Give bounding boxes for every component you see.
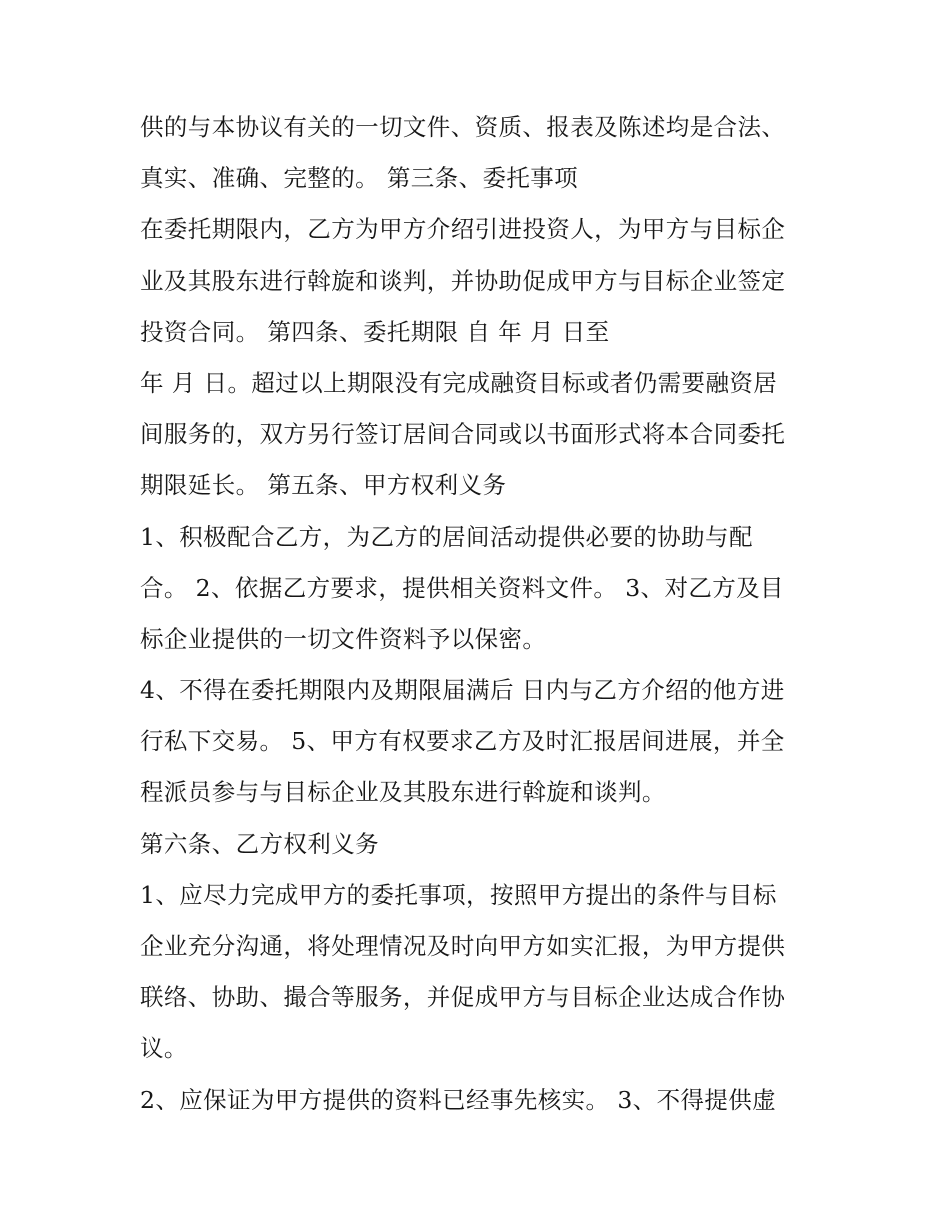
text-line: 1、积极配合乙方，为乙方的居间活动提供必要的协助与配 (140, 522, 753, 551)
text-line: 年 月 日。超过以上期限没有完成融资目标或者仍需要融资居 (140, 368, 778, 397)
text-line: 供的与本协议有关的一切文件、资质、报表及陈述均是合法、 (140, 113, 786, 141)
text-line: 真实、准确、完整的。 第三条、委托事项 (140, 164, 579, 193)
text-line: 议。 (140, 1034, 188, 1063)
text-line: 4、不得在委托期限内及期限届满后 日内与乙方介绍的他方进 (140, 676, 785, 705)
text-line: 合。 2、依据乙方要求，提供相关资料文件。 3、对乙方及目 (140, 573, 784, 602)
text-line: 标企业提供的一切文件资料予以保密。 (140, 624, 547, 653)
text-line: 企业充分沟通，将处理情况及时向甲方如实汇报，为甲方提供 (140, 932, 786, 960)
text-line: 业及其股东进行斡旋和谈判，并协助促成甲方与目标企业签定 (140, 266, 786, 295)
text-line: 第六条、乙方权利义务 (140, 829, 379, 858)
text-line: 行私下交易。 5、甲方有权要求乙方及时汇报居间进展，并全 (140, 727, 785, 756)
text-line: 投资合同。 第四条、委托期限 自 年 月 日至 (140, 317, 610, 346)
text-line: 期限延长。 第五条、甲方权利义务 (140, 471, 507, 500)
text-line: 联络、协助、撮合等服务，并促成甲方与目标企业达成合作协 (140, 983, 786, 1012)
text-line: 在委托期限内，乙方为甲方介绍引进投资人，为甲方与目标企 (140, 215, 786, 244)
text-line: 间服务的，双方另行签订居间合同或以书面形式将本合同委托 (140, 420, 786, 449)
text-line: 程派员参与与目标企业及其股东进行斡旋和谈判。 (140, 778, 666, 807)
document-body (140, 102, 840, 1126)
text-line: 2、应保证为甲方提供的资料已经事先核实。 3、不得提供虚 (140, 1085, 777, 1114)
text-line: 1、应尽力完成甲方的委托事项，按照甲方提出的条件与目标 (140, 880, 777, 909)
